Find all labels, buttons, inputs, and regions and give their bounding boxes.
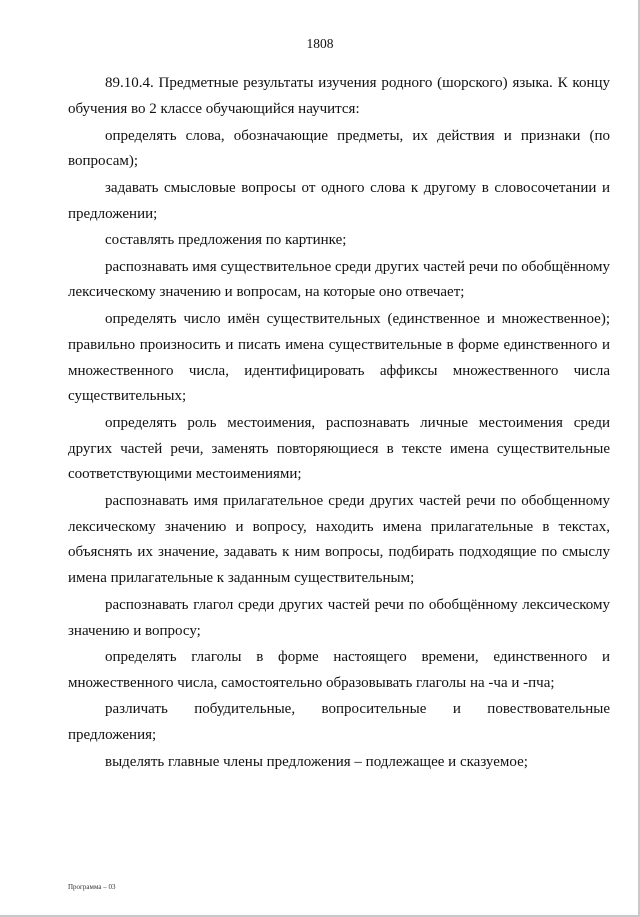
page-footer: Программа – 03 bbox=[68, 883, 116, 891]
list-item: определять слова, обозначающие предметы, их действия и признаки (по вопросам); bbox=[68, 127, 610, 170]
section-heading-paragraph: 89.10.4. Предметные результаты изучения родного (шорского) языка. К концу обучения во 2 классе обучающийся научится: bbox=[68, 75, 610, 117]
list-item: определять глаголы в форме настоящего времени, единственного и множественного числа, самостоятельно образовывать глаголы на -ча и -пча; bbox=[68, 649, 610, 691]
page-number: 1808 bbox=[306, 36, 334, 51]
list-item: распознавать глагол среди других частей речи по обобщённому лексическому значению и вопросу; bbox=[68, 596, 610, 639]
list-item: распознавать имя существительное среди других частей речи по обобщённому лексическому значению и вопросам, на которые оно отвечает; bbox=[68, 258, 610, 301]
list-item: составлять предложения по картинке; bbox=[105, 232, 347, 249]
list-item: выделять главные члены предложения – подлежащее и сказуемое; bbox=[105, 753, 528, 770]
list-item: задавать смысловые вопросы от одного слова к другому в словосочетании и предложении; bbox=[68, 179, 610, 222]
list-item: распознавать имя прилагательное среди других частей речи по обобщенному лексическому значению и вопросу, находить имена прилагательные в текстах, объяснять их значение, задавать к ним вопросы, подбирать подходящие по смыслу имена прилагательные к заданным существительным; bbox=[68, 492, 610, 587]
list-item: различать побудительные, вопросительные и повествовательные предложения; bbox=[68, 701, 610, 744]
page-content bbox=[68, 71, 610, 776]
list-item: определять роль местоимения, распознавать личные местоимения среди других частей речи, заменять повторяющиеся в тексте имена существительные соответствующими местоимениями; bbox=[68, 414, 610, 483]
list-item: определять число имён существительных (единственное и множественное); правильно произносить и писать имена существительные в форме единственного и множественного числа, идентифицировать аффиксы множественного числа существительных; bbox=[68, 310, 610, 405]
